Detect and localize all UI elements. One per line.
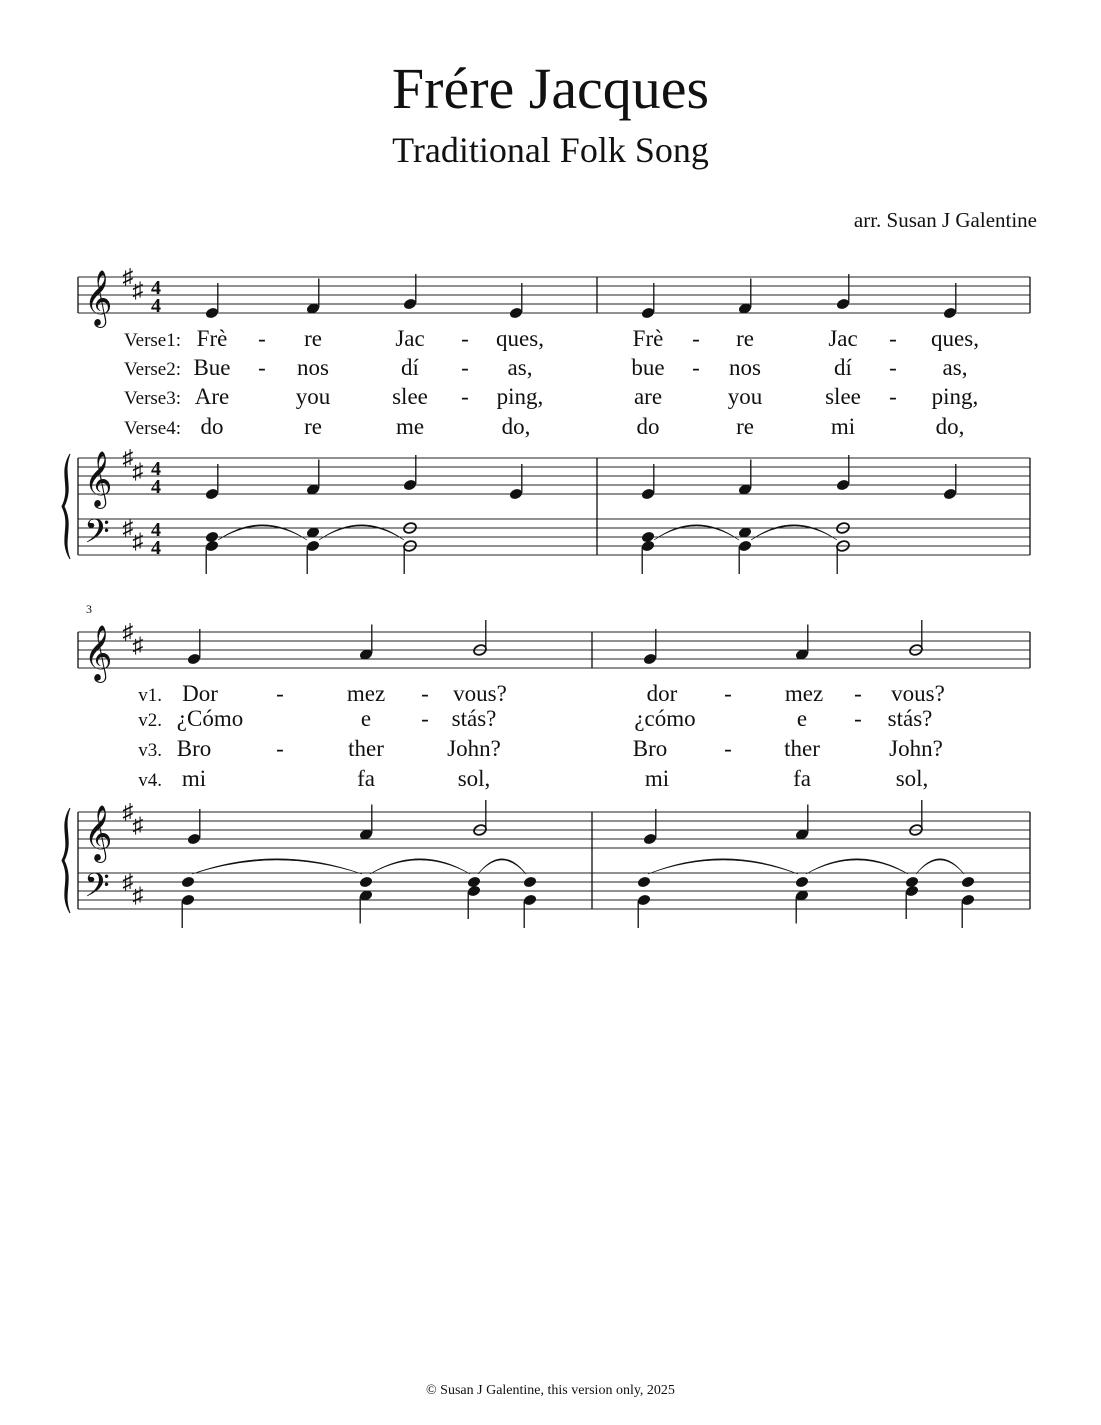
lyric-syllable: mi xyxy=(181,766,207,791)
lyric-syllable: - xyxy=(276,736,284,761)
lyric-syllable: Frè xyxy=(632,326,664,351)
measure-number: 3 xyxy=(86,602,92,616)
lyric-syllable: mez xyxy=(784,681,824,706)
notehead xyxy=(905,875,920,888)
lyric-syllable: ¿cómo xyxy=(634,706,696,731)
time-signature-denominator: 4 xyxy=(151,537,161,559)
lyric-syllable: e xyxy=(360,706,372,731)
lyric-syllable: stás? xyxy=(887,706,933,731)
lyric-syllable: - xyxy=(421,681,429,706)
notehead xyxy=(181,875,196,888)
slur xyxy=(916,859,964,874)
lyric-syllable: you xyxy=(727,384,763,409)
lyric-syllable: vous? xyxy=(891,681,945,706)
lyric-syllable: re xyxy=(304,414,322,439)
slur xyxy=(648,859,798,874)
lyric-syllable: - xyxy=(421,706,429,731)
lyric-syllable: do, xyxy=(935,414,965,439)
slur xyxy=(654,525,739,540)
lyric-syllable: John? xyxy=(889,736,943,761)
lyric-syllable: dor xyxy=(646,681,678,706)
notehead xyxy=(359,875,374,888)
lyric-syllable: - xyxy=(461,326,469,351)
lyric-syllable: - xyxy=(854,706,862,731)
lyric-syllable: - xyxy=(258,326,266,351)
sharp-icon: ♯ xyxy=(132,632,144,658)
grand-staff-brace xyxy=(62,454,70,559)
slur xyxy=(751,525,837,540)
lyric-syllable: fa xyxy=(357,766,375,791)
lyric-syllable: re xyxy=(736,414,754,439)
notehead xyxy=(641,530,656,543)
sharp-icon: ♯ xyxy=(132,528,144,554)
verse-label: v3. xyxy=(138,740,162,761)
lyric-syllable: me xyxy=(395,414,425,439)
notehead xyxy=(637,875,652,888)
lyric-syllable: - xyxy=(854,681,862,706)
lyric-syllable: - xyxy=(692,355,700,380)
sharp-icon: ♯ xyxy=(132,458,144,484)
treble-clef-icon: 𝄞 xyxy=(84,627,113,680)
time-signature-numerator: 4 xyxy=(151,458,161,480)
lyric-syllable: - xyxy=(724,736,732,761)
sharp-icon: ♯ xyxy=(132,277,144,303)
score-subtitle: Traditional Folk Song xyxy=(392,130,709,170)
lyric-syllable: ping, xyxy=(496,384,544,409)
lyric-syllable: - xyxy=(724,681,732,706)
verse-label: v2. xyxy=(138,710,162,731)
bass-clef-icon: 𝄢 xyxy=(84,513,110,558)
lyric-syllable: Frè xyxy=(196,326,228,351)
notehead xyxy=(205,530,220,543)
lyric-syllable: - xyxy=(889,384,897,409)
lyric-syllable: - xyxy=(889,355,897,380)
lyric-syllable: stás? xyxy=(451,706,497,731)
time-signature-denominator: 4 xyxy=(151,295,161,317)
score-title: Frére Jacques xyxy=(391,56,710,121)
lyric-syllable: dí xyxy=(401,355,419,380)
lyric-syllable: mi xyxy=(830,414,856,439)
lyric-syllable: - xyxy=(258,355,266,380)
sharp-icon: ♯ xyxy=(122,445,134,470)
notehead xyxy=(467,875,482,888)
time-signature-denominator: 4 xyxy=(151,476,161,498)
verse-label: v4. xyxy=(138,770,162,791)
verse-label: Verse1: xyxy=(124,330,181,351)
copyright-footer: © Susan J Galentine, this version only, 2025 xyxy=(426,1383,675,1398)
treble-clef-icon: 𝄞 xyxy=(84,272,113,325)
lyric-syllable: bue xyxy=(631,355,665,380)
slur xyxy=(192,859,362,874)
lyric-syllable: - xyxy=(461,355,469,380)
lyric-syllable: ther xyxy=(784,736,820,761)
lyric-syllable: Bro xyxy=(632,736,668,761)
lyric-syllable: Bro xyxy=(176,736,212,761)
time-signature-numerator: 4 xyxy=(151,519,161,541)
notehead xyxy=(961,875,976,888)
sharp-icon: ♯ xyxy=(122,869,134,894)
slur xyxy=(370,859,470,874)
grand-staff-brace xyxy=(62,808,70,913)
lyric-syllable: do xyxy=(200,414,224,439)
lyric-syllable: sol, xyxy=(457,766,491,791)
lyric-syllable: as, xyxy=(507,355,533,380)
lyric-syllable: Bue xyxy=(193,355,231,380)
sharp-icon: ♯ xyxy=(122,799,134,824)
lyric-syllable: nos xyxy=(297,355,329,380)
slur xyxy=(478,859,526,874)
lyric-syllable: - xyxy=(276,681,284,706)
lyric-syllable: ¿Cómo xyxy=(176,706,244,731)
lyric-syllable: fa xyxy=(793,766,811,791)
treble-clef-icon: 𝄞 xyxy=(84,807,113,860)
lyric-syllable: Dor xyxy=(182,681,218,706)
lyric-syllable: Jac xyxy=(395,326,425,351)
lyric-syllable: Jac xyxy=(828,326,858,351)
notehead xyxy=(523,875,538,888)
slur xyxy=(218,525,307,540)
lyric-syllable: you xyxy=(295,384,331,409)
bass-clef-icon: 𝄢 xyxy=(84,867,110,912)
lyric-syllable: do, xyxy=(501,414,531,439)
lyric-syllable: do xyxy=(636,414,660,439)
lyric-syllable: vous? xyxy=(453,681,507,706)
lyric-syllable: nos xyxy=(729,355,761,380)
lyric-syllable: ques, xyxy=(931,326,979,351)
lyric-syllable: re xyxy=(736,326,754,351)
verse-label: Verse4: xyxy=(124,418,181,439)
time-signature-numerator: 4 xyxy=(151,277,161,299)
lyric-syllable: - xyxy=(692,326,700,351)
lyric-syllable: ping, xyxy=(931,384,979,409)
arranger-credit: arr. Susan J Galentine xyxy=(853,208,1037,232)
verse-label: v1. xyxy=(138,685,162,706)
lyric-syllable: ques, xyxy=(496,326,544,351)
slur xyxy=(319,525,404,540)
sharp-icon: ♯ xyxy=(122,264,134,289)
lyric-syllable: slee xyxy=(392,384,428,409)
sharp-icon: ♯ xyxy=(122,619,134,644)
lyric-syllable: mi xyxy=(644,766,670,791)
lyric-syllable: dí xyxy=(834,355,852,380)
sharp-icon: ♯ xyxy=(132,812,144,838)
lyric-syllable: ther xyxy=(348,736,384,761)
lyric-syllable: as, xyxy=(942,355,968,380)
treble-clef-icon: 𝄞 xyxy=(84,453,113,506)
lyric-syllable: - xyxy=(461,384,469,409)
verse-label: Verse3: xyxy=(124,388,181,409)
lyric-syllable: Are xyxy=(194,384,230,409)
lyric-syllable: sol, xyxy=(895,766,929,791)
lyric-syllable: are xyxy=(633,384,663,409)
slur xyxy=(806,859,908,874)
lyric-syllable: mez xyxy=(346,681,386,706)
lyric-syllable: e xyxy=(796,706,808,731)
lyric-syllable: re xyxy=(304,326,322,351)
notehead xyxy=(795,875,810,888)
lyric-syllable: - xyxy=(889,326,897,351)
lyric-syllable: slee xyxy=(825,384,861,409)
lyric-syllable: John? xyxy=(447,736,501,761)
verse-label: Verse2: xyxy=(124,359,181,380)
sharp-icon: ♯ xyxy=(132,882,144,908)
sharp-icon: ♯ xyxy=(122,515,134,540)
